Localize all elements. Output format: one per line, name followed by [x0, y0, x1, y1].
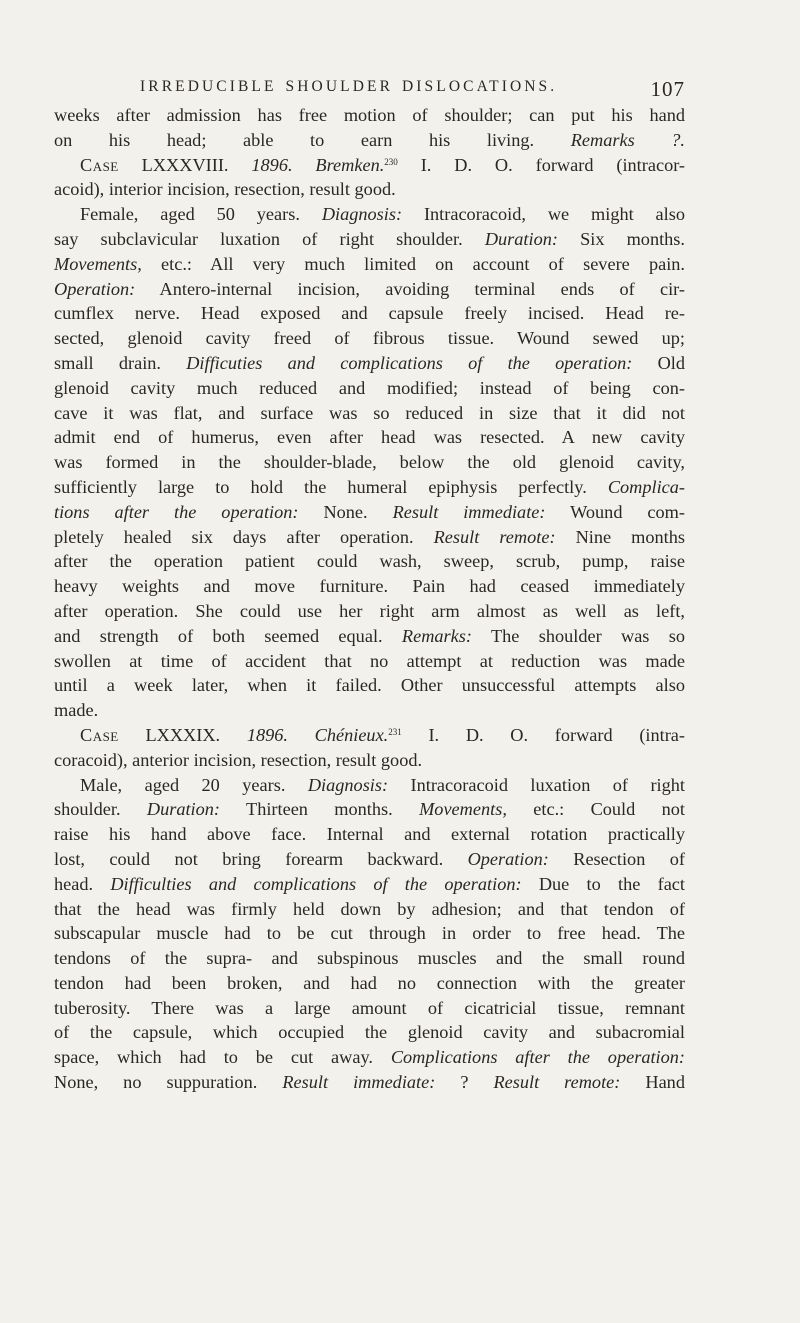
page-number: 107: [650, 77, 685, 101]
text-run: The shoulder was so: [471, 625, 685, 646]
text-line: [54, 475, 685, 500]
italic-text: Difficuties and complications of the operation:: [186, 352, 633, 373]
text-run: acoid), interior incision, resection, result good.: [54, 179, 396, 200]
text-run: Six months.: [557, 228, 685, 249]
italic-text: tions after the operation:: [54, 501, 299, 522]
text-run: pletely healed six days after operation.: [54, 526, 434, 547]
text-run: say subclavicular luxation of right shoulder.: [54, 228, 485, 249]
footnote-reference: 230: [384, 156, 398, 167]
italic-text: Result immediate:: [392, 501, 546, 522]
text-run: sected, glenoid cavity freed of fibrous tissue. Wound sewed up;: [54, 328, 685, 349]
text-run: after operation. She could use her right arm almost as well as left,: [54, 600, 685, 621]
text-run: coracoid), anterior incision, resection, result good.: [54, 749, 423, 770]
text-line: [54, 946, 685, 971]
text-run: LXXXVIII.: [118, 154, 252, 175]
text-run: heavy weights and move furniture. Pain had ceased immediately: [54, 576, 685, 597]
text-line: [54, 624, 685, 649]
text-run: Resection of: [548, 848, 685, 869]
text-line: [54, 797, 685, 822]
text-run: of the capsule, which occupied the glenoid cavity and subacromial: [54, 1022, 685, 1043]
italic-text: Operation:: [467, 848, 549, 869]
running-title: IRREDUCIBLE SHOULDER DISLOCATIONS.: [140, 78, 558, 95]
italic-text: Result remote:: [433, 526, 556, 547]
text-run: Female, aged 50 years.: [80, 204, 322, 225]
text-run: cumflex nerve. Head exposed and capsule freely incised. Head re-: [54, 303, 685, 324]
text-line: [54, 773, 685, 798]
text-line: [54, 971, 685, 996]
text-run: Intracoracoid luxation of right: [388, 774, 685, 795]
italic-text: Operation:: [54, 278, 136, 299]
text-run: subscapular muscle had to be cut through in order to free head. The: [54, 923, 685, 944]
text-line: [54, 748, 685, 773]
text-line: [54, 525, 685, 550]
text-line: [54, 1045, 685, 1070]
body-text: [54, 103, 685, 1095]
text-line: [54, 1070, 685, 1095]
text-run: made.: [54, 700, 99, 721]
text-line: [54, 401, 685, 426]
text-line: [54, 822, 685, 847]
text-line: [54, 301, 685, 326]
italic-text: Result remote:: [493, 1072, 621, 1093]
text-line: [54, 252, 685, 277]
italic-text: Complications after the operation:: [390, 1047, 685, 1068]
text-run: space, which had to be cut away.: [54, 1047, 391, 1068]
text-run: None, no suppuration.: [54, 1072, 283, 1093]
text-line: [54, 103, 685, 128]
text-line: [54, 177, 685, 202]
text-line: [54, 500, 685, 525]
text-run: was formed in the shoulder-blade, below the old glenoid cavity,: [54, 452, 685, 473]
text-run: admit end of humerus, even after head was resected. A new cavity: [54, 427, 685, 448]
text-run: cave it was flat, and surface was so reduced in size that it did not: [54, 402, 685, 423]
italic-text: Movements,: [54, 253, 142, 274]
text-run: raise his hand above face. Internal and external rotation practically: [54, 824, 685, 845]
text-run: lost, could not bring forearm backward.: [54, 848, 468, 869]
text-line: [54, 202, 685, 227]
text-run: Intracoracoid, we might also: [402, 204, 685, 225]
text-run: head.: [54, 873, 111, 894]
text-run: glenoid cavity much reduced and modified; instead of being con-: [54, 377, 685, 398]
text-line: [54, 128, 685, 153]
text-run: None.: [298, 501, 393, 522]
text-run: until a week later, when it failed. Other unsuccessful attempts also: [54, 675, 685, 696]
italic-text: Diagnosis:: [321, 204, 403, 225]
text-run: Antero-internal incision, avoiding terminal ends of cir-: [135, 278, 685, 299]
text-line: [54, 921, 685, 946]
text-line: [54, 847, 685, 872]
text-line: [54, 351, 685, 376]
italic-text: Remarks:: [401, 625, 472, 646]
text-line: [54, 723, 685, 748]
footnote-reference: 231: [388, 726, 402, 737]
text-run: Wound com-: [545, 501, 685, 522]
text-run: etc.: Could not: [506, 799, 685, 820]
italic-text: Complica-: [607, 476, 685, 497]
text-run: LXXXIX.: [118, 724, 247, 745]
case-label: Case: [80, 154, 119, 175]
text-run: etc.: All very much limited on account of severe pain.: [141, 253, 685, 274]
italic-text: Duration:: [484, 228, 558, 249]
text-run: that the head was firmly held down by adhesion; and that tendon of: [54, 898, 685, 919]
text-run: after the operation patient could wash, sweep, scrub, pump, raise: [54, 551, 685, 572]
text-run: Thirteen months.: [220, 799, 420, 820]
text-run: and strength of both seemed equal.: [54, 625, 402, 646]
text-run: on his head; able to earn his living.: [54, 129, 571, 150]
case-label: Case: [80, 724, 119, 745]
text-run: Old: [632, 352, 685, 373]
text-line: [54, 1020, 685, 1045]
text-line: [54, 425, 685, 450]
text-run: weeks after admission has free motion of shoulder; can put his hand: [54, 105, 685, 125]
text-run: shoulder.: [54, 799, 147, 820]
text-line: [54, 153, 685, 178]
text-line: [54, 227, 685, 252]
italic-text: Duration:: [146, 799, 220, 820]
text-run: Nine months: [555, 526, 685, 547]
text-line: [54, 326, 685, 351]
italic-text: 1896. Chénieux.: [246, 724, 389, 745]
text-run: I. D. O. forward (intracor-: [397, 154, 686, 175]
text-line: [54, 649, 685, 674]
text-line: [54, 673, 685, 698]
text-line: [54, 450, 685, 475]
text-line: [54, 574, 685, 599]
italic-text: Difficulties and complications of the operation:: [110, 873, 522, 894]
text-line: [54, 599, 685, 624]
italic-text: Remarks ?.: [570, 129, 685, 150]
text-run: Due to the fact: [521, 873, 686, 894]
italic-text: Result immediate:: [282, 1072, 436, 1093]
text-run: swollen at time of accident that no attempt at reduction was made: [54, 650, 685, 671]
text-run: tendons of the supra- and subspinous muscles and the small round: [54, 948, 685, 969]
text-line: [54, 872, 685, 897]
text-run: Hand: [620, 1072, 685, 1093]
text-run: tuberosity. There was a large amount of cicatricial tissue, remnant: [54, 997, 685, 1018]
text-line: [54, 376, 685, 401]
text-line: [54, 698, 685, 723]
text-run: sufficiently large to hold the humeral epiphysis perfectly.: [54, 476, 608, 497]
italic-text: 1896. Bremken.: [251, 154, 385, 175]
text-run: tendon had been broken, and had no connection with the greater: [54, 972, 685, 993]
text-line: [54, 277, 685, 302]
text-line: [54, 549, 685, 574]
italic-text: Movements,: [419, 799, 507, 820]
text-line: [54, 897, 685, 922]
text-run: small drain.: [54, 352, 187, 373]
text-run: Male, aged 20 years.: [80, 774, 308, 795]
text-run: ?: [435, 1072, 494, 1093]
text-line: [54, 996, 685, 1021]
text-run: I. D. O. forward (intra-: [401, 724, 686, 745]
italic-text: Diagnosis:: [307, 774, 389, 795]
